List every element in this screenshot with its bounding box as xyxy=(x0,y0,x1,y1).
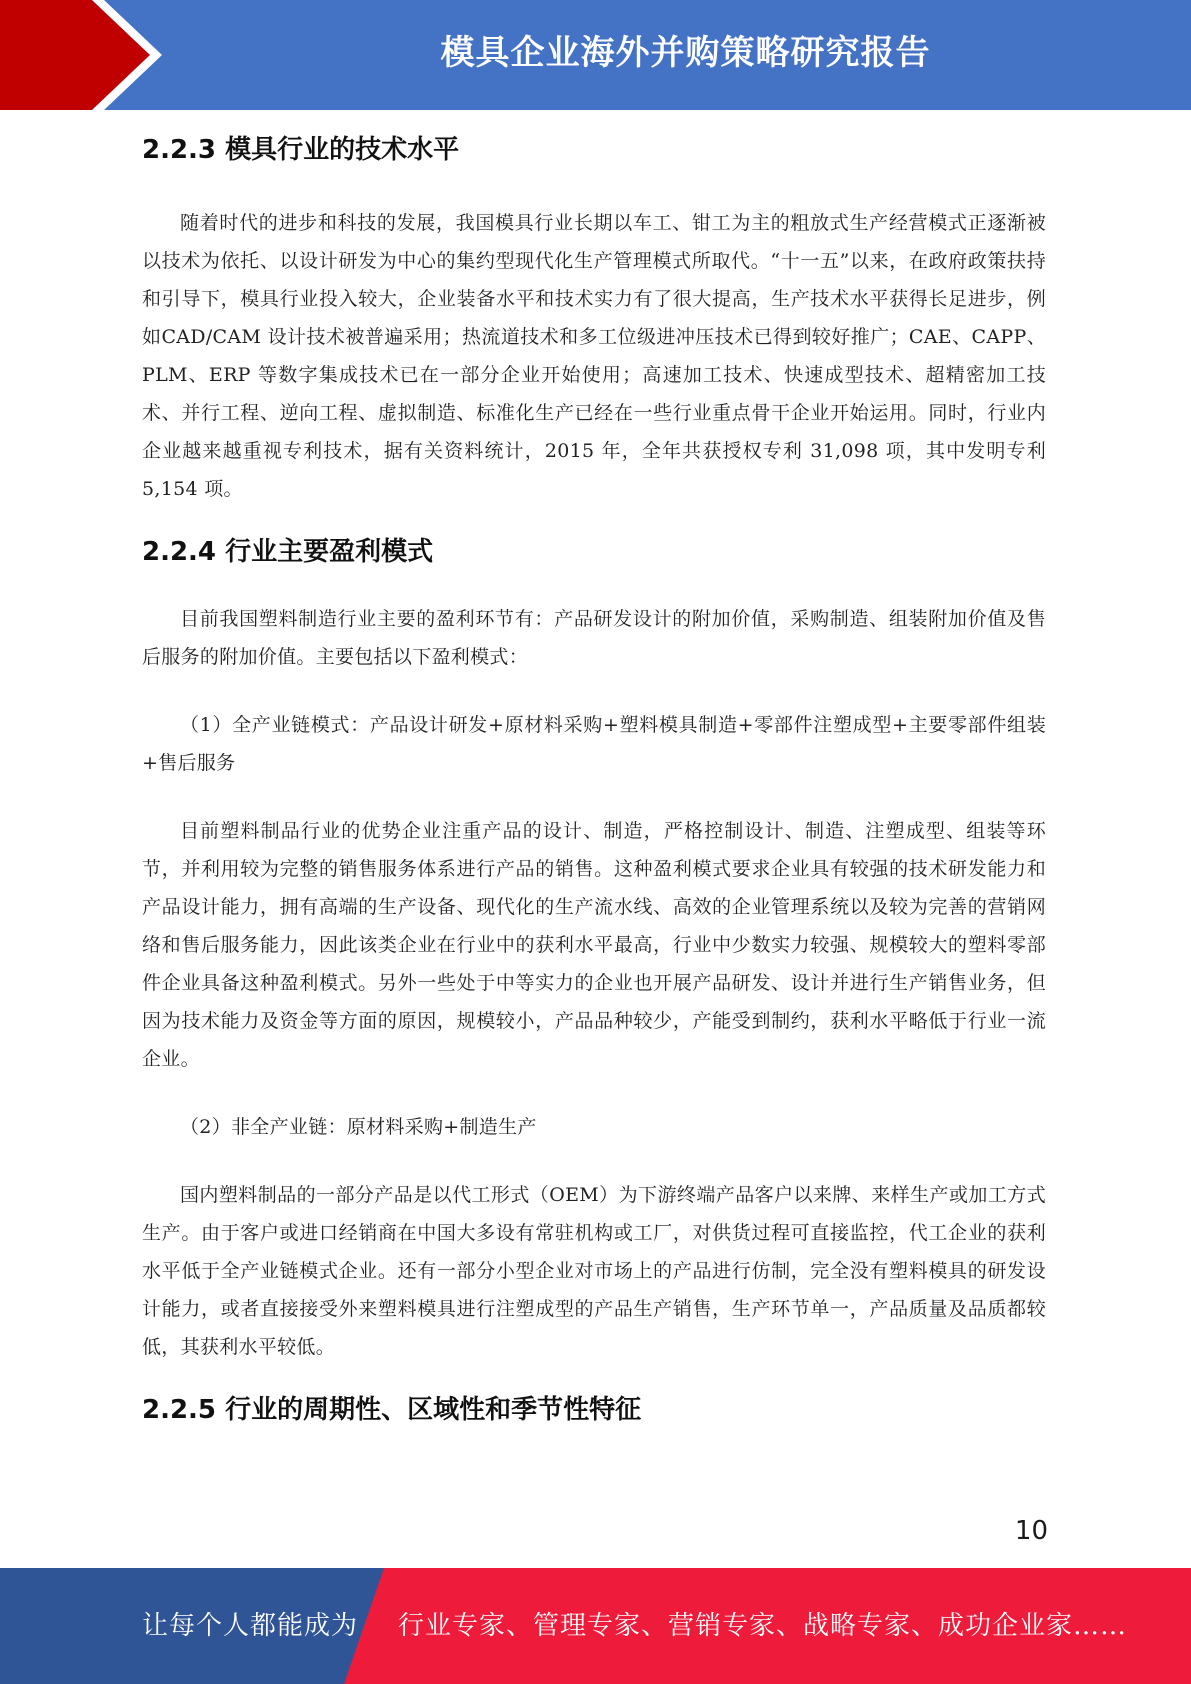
page-number: 10 xyxy=(1014,1516,1048,1546)
paragraph-tech-level: 随着时代的进步和科技的发展，我国模具行业长期以车工、钳工为主的粗放式生产经营模式正逐渐被以技术为依托、以设计研发为中心的集约型现代化生产管理模式所取代。“十一五”以来，在政府政策扶持和引导下，模具行业投入较大，企业装备水平和技术实力有了很大提高，生产技术水平获得长足进步，例如CAD/CAM 设计技术被普遍采用；热流道技术和多工位级进冲压技术已得到较好推广；CAE、CAPP、PLM、ERP 等数字集成技术已在一部分企业开始使用；高速加工技术、快速成型技术、超精密加工技术、并行工程、逆向工程、虚拟制造、标准化生产已经在一些行业重点骨干企业开始运用。同时，行业内企业越来越重视专利技术，据有关资料统计，2015 年，全年共获授权专利 31,098 项，其中发明专利 5,154 项。 xyxy=(142,212,1046,500)
header-red-chevron xyxy=(0,0,150,110)
footer-slogan-right: 行业专家、管理专家、营销专家、战略专家、成功企业家…… xyxy=(398,1611,1128,1641)
section-heading-2-2-5: 2.2.5 行业的周期性、区域性和季节性特征 xyxy=(142,1395,642,1425)
paragraph-partial-chain-model: （2）非全产业链：原材料采购+制造生产 xyxy=(180,1116,537,1138)
paragraph-full-chain-detail: 目前塑料制品行业的优势企业注重产品的设计、制造，严格控制设计、制造、注塑成型、组装等环节，并利用较为完整的销售服务体系进行产品的销售。这种盈利模式要求企业具有较强的技术研发能力和产品设计能力，拥有高端的生产设备、现代化的生产流水线、高效的企业管理系统以及较为完善的营销网络和售后服务能力，因此该类企业在行业中的获利水平最高，行业中少数实力较强、规模较大的塑料零部件企业具备这种盈利模式。另外一些处于中等实力的企业也开展产品研发、设计并进行生产销售业务，但因为技术能力及资金等方面的原因，规模较小，产品品种较少，产能受到制约，获利水平略低于行业一流企业。 xyxy=(142,820,1046,1070)
page-header-banner xyxy=(0,0,1191,110)
document-body xyxy=(142,120,1046,1430)
paragraph-profit-intro: 目前我国塑料制造行业主要的盈利环节有：产品研发设计的附加价值，采购制造、组装附加价值及售后服务的附加价值。主要包括以下盈利模式： xyxy=(142,608,1046,668)
page-footer-banner xyxy=(0,1568,1191,1684)
section-heading-2-2-4: 2.2.4 行业主要盈利模式 xyxy=(142,537,434,567)
footer-slogan-left: 让每个人都能成为 xyxy=(142,1611,359,1641)
paragraph-full-chain-model: （1）全产业链模式：产品设计研发+原材料采购+塑料模具制造+零部件注塑成型+主要零部件组装+售后服务 xyxy=(142,714,1046,774)
paragraph-partial-chain-detail: 国内塑料制品的一部分产品是以代工形式（OEM）为下游终端产品客户以来牌、来样生产或加工方式生产。由于客户或进口经销商在中国大多设有常驻机构或工厂，对供货过程可直接监控，代工企业的获利水平低于全产业链模式企业。还有一部分小型企业对市场上的产品进行仿制，完全没有塑料模具的研发设计能力，或者直接接受外来塑料模具进行注塑成型的产品生产销售，生产环节单一，产品质量及品质都较低，其获利水平较低。 xyxy=(142,1184,1046,1358)
report-title: 模具企业海外并购策略研究报告 xyxy=(440,33,931,73)
section-heading-2-2-3: 2.2.3 模具行业的技术水平 xyxy=(142,135,460,165)
